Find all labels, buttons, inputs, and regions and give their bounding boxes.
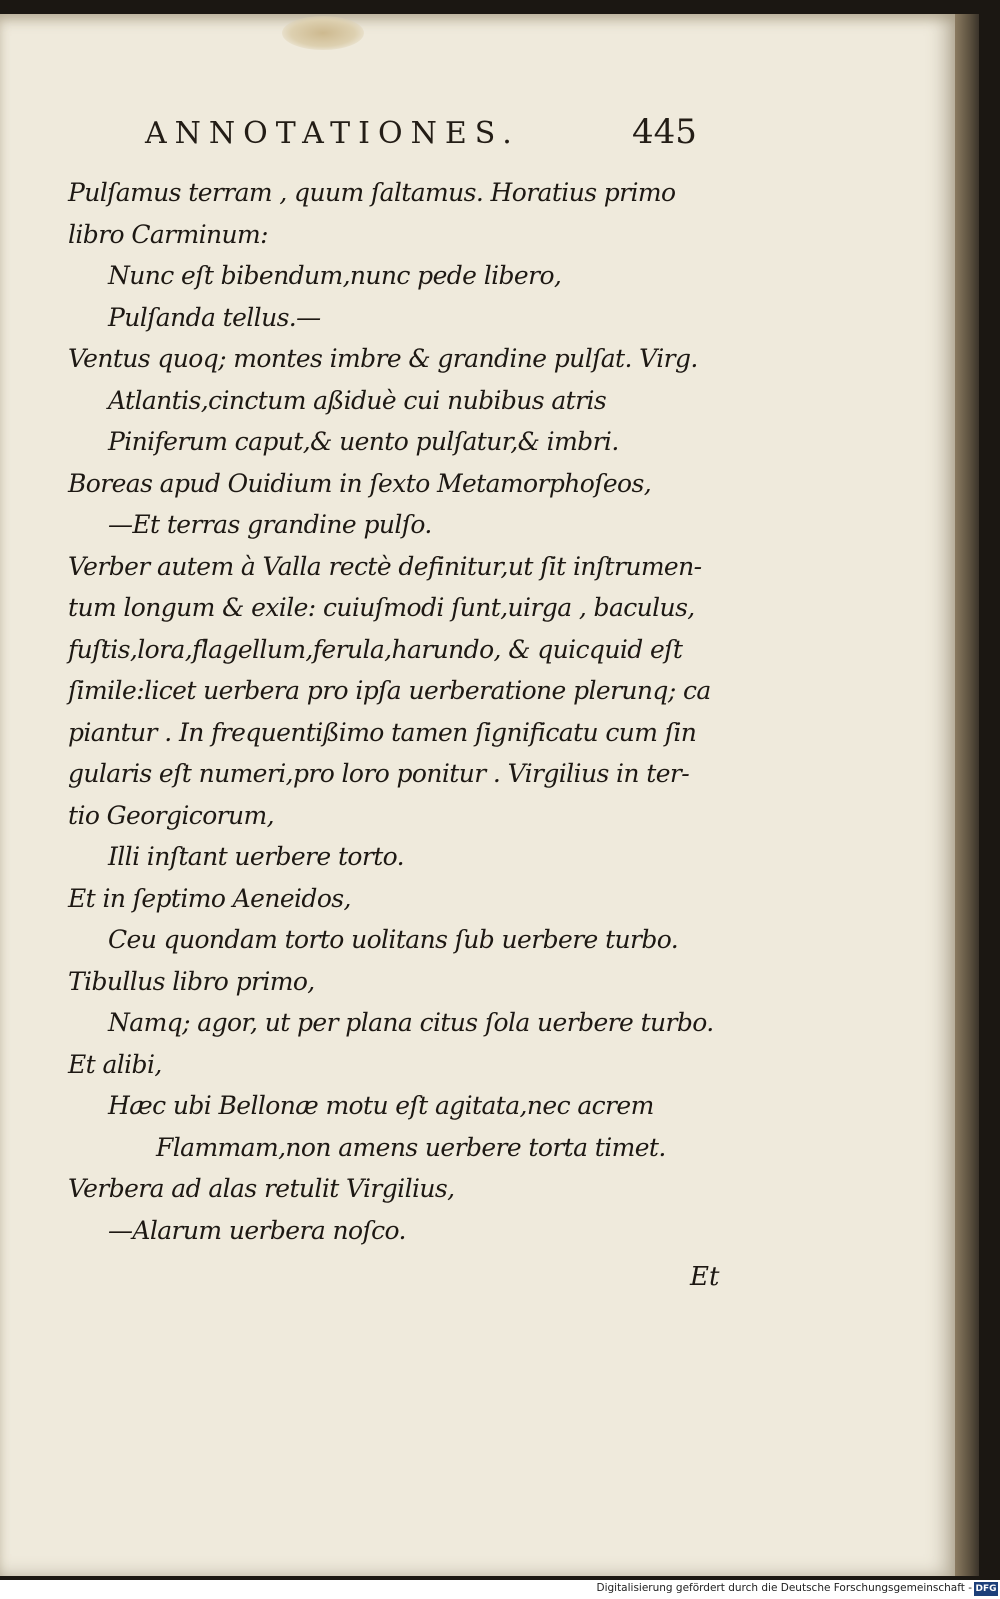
verse-line: Illi inſtant uerbere torto.	[108, 842, 404, 871]
text-line: ſimile:licet uerbera pro ipſa uerberatione plerunq; ca	[68, 676, 711, 705]
verse-line: Ceu quondam torto uolitans ſub uerbere turbo.	[108, 925, 679, 954]
funding-credit: Digitalisierung gefördert durch die Deutsche Forschungsgemeinschaft -	[596, 1582, 972, 1594]
paper-stain	[282, 16, 364, 50]
text-line: gularis eſt numeri,pro loro ponitur . Virgilius in ter-	[68, 759, 690, 788]
text-line: piantur . In frequentißimo tamen ſignificatu cum ſin	[68, 717, 697, 747]
book-spine-edge	[955, 14, 979, 1576]
text-line: Verbera ad alas retulit Virgilius,	[68, 1174, 455, 1203]
running-head: ANNOTATIONES.	[145, 116, 520, 151]
verse-line: Flammam,non amens uerbere torta timet.	[156, 1132, 666, 1162]
text-line: Ventus quoq; montes imbre & grandine pulſat. Virg.	[68, 344, 698, 373]
page-number: 445	[632, 112, 697, 152]
text-line: fuſtis,lora,flagellum,ferula,harundo, & quicquid eſt	[68, 634, 683, 664]
text-line: Verber autem à Valla rectè definitur,ut ſit inſtrumen-	[68, 551, 702, 581]
dfg-logo: DFG	[975, 1584, 997, 1594]
verse-line: Pulſanda tellus.—	[108, 302, 321, 332]
catchword: Et	[690, 1262, 720, 1292]
footer-bar	[0, 1580, 1000, 1599]
verse-line: —Alarum uerbera noſco.	[108, 1215, 406, 1245]
text-line: Et alibi,	[68, 1049, 162, 1079]
text-line: libro Carminum:	[68, 219, 268, 249]
text-line: tum longum & exile: cuiuſmodi ſunt,uirga , baculus,	[68, 593, 695, 622]
verse-line: Hæc ubi Bellonæ motu eſt agitata,nec acrem	[108, 1091, 654, 1120]
text-line: Et in ſeptimo Aeneidos,	[68, 883, 351, 913]
verse-line: Piniferum caput,& uento pulſatur,& imbri.	[108, 427, 619, 456]
body-text	[68, 172, 748, 1251]
verse-line: Atlantis,cinctum aßiduè cui nubibus atris	[108, 385, 607, 415]
text-line: Boreas apud Ouidium in ſexto Metamorphoſeos,	[68, 468, 652, 498]
text-line: tio Georgicorum,	[68, 800, 274, 830]
text-line: Pulſamus terram , quum ſaltamus. Horatius primo	[68, 178, 676, 207]
verse-line: Nunc eſt bibendum,nunc pede libero,	[108, 261, 562, 290]
verse-line: —Et terras grandine pulſo.	[108, 510, 432, 539]
text-line: Tibullus libro primo,	[68, 966, 315, 996]
verse-line: Namq; agor, ut per plana citus ſola uerbere turbo.	[108, 1008, 714, 1037]
